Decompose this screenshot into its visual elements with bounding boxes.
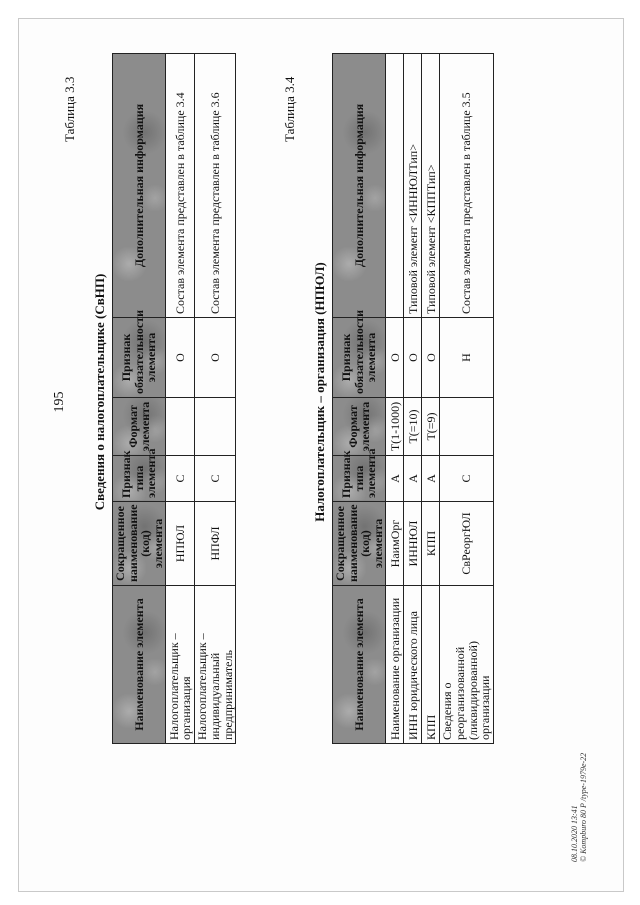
table-3-3-header-row bbox=[113, 54, 166, 744]
table-row bbox=[404, 54, 422, 744]
cell-element-name: ИНН юридического лица bbox=[404, 586, 422, 744]
cell-format: T(1-1000) bbox=[386, 398, 404, 456]
cell-format bbox=[195, 398, 236, 456]
table-row bbox=[422, 54, 440, 744]
table-row bbox=[440, 54, 493, 744]
table-3-4-header-row bbox=[333, 54, 386, 744]
table-3-4-title: Налогоплательщик – организация (НПЮЛ) bbox=[312, 262, 327, 522]
cell-type-flag: С bbox=[195, 456, 236, 502]
header-short-code: Сокращенное наименование (код) элемента bbox=[113, 502, 166, 586]
cell-short-code: СвРеоргЮЛ bbox=[440, 502, 493, 586]
table-row bbox=[166, 54, 195, 744]
cell-required-flag: Н bbox=[440, 318, 493, 398]
cell-element-name: Наименование организации bbox=[386, 586, 404, 744]
cell-extra-info: Типовой элемент <КППТип> bbox=[422, 54, 440, 318]
cell-type-flag: А bbox=[422, 456, 440, 502]
table-3-4 bbox=[332, 53, 494, 744]
cell-format bbox=[166, 398, 195, 456]
cell-required-flag: О bbox=[422, 318, 440, 398]
print-stamp bbox=[570, 753, 588, 862]
header-extra-info: Дополнительная информация bbox=[333, 54, 386, 318]
cell-element-name: КПП bbox=[422, 586, 440, 744]
cell-short-code: НПФЛ bbox=[195, 502, 236, 586]
cell-extra-info: Состав элемента представлен в таблице 3.5 bbox=[440, 54, 493, 318]
cell-element-name: Сведения о реорганизованной (ликвидированной) организации bbox=[440, 586, 493, 744]
header-format: Формат элемента bbox=[113, 398, 166, 456]
cell-extra-info: Состав элемента представлен в таблице 3.4 bbox=[166, 54, 195, 318]
header-element-name: Наименование элемента bbox=[333, 586, 386, 744]
table-row bbox=[386, 54, 404, 744]
cell-extra-info: Типовой элемент <ИННЮЛТип> bbox=[404, 54, 422, 318]
cell-required-flag: О bbox=[166, 318, 195, 398]
page-number: 195 bbox=[52, 391, 67, 413]
cell-extra-info: Состав элемента представлен в таблице 3.6 bbox=[195, 54, 236, 318]
header-type-flag: Признак типа элемента bbox=[113, 456, 166, 502]
header-short-code: Сокращенное наименование (код) элемента bbox=[333, 502, 386, 586]
table-row bbox=[195, 54, 236, 744]
print-stamp-source: © Kompburo 80 P /type-1979e-22 bbox=[579, 752, 589, 862]
cell-short-code: КПП bbox=[422, 502, 440, 586]
header-required-flag: Признак обязательности элемента bbox=[333, 318, 386, 398]
cell-format: T(=9) bbox=[422, 398, 440, 456]
header-extra-info: Дополнительная информация bbox=[113, 54, 166, 318]
cell-required-flag: О bbox=[386, 318, 404, 398]
rotated-page bbox=[40, 42, 600, 862]
cell-type-flag: А bbox=[404, 456, 422, 502]
cell-short-code: ИННЮЛ bbox=[404, 502, 422, 586]
cell-format: T(=10) bbox=[404, 398, 422, 456]
print-stamp-date: 08.10.2020 13:41 bbox=[570, 805, 579, 862]
table-3-3-caption: Таблица 3.3 bbox=[62, 76, 77, 142]
cell-type-flag: С bbox=[166, 456, 195, 502]
header-required-flag: Признак обязательности элемента bbox=[113, 318, 166, 398]
header-format: Формат элемента bbox=[333, 398, 386, 456]
cell-short-code: НПЮЛ bbox=[166, 502, 195, 586]
cell-element-name: Налогоплательщик – индивидуальный предприниматель bbox=[195, 586, 236, 744]
cell-type-flag: А bbox=[386, 456, 404, 502]
table-3-4-caption: Таблица 3.4 bbox=[282, 76, 297, 142]
table-3-3 bbox=[112, 53, 236, 744]
cell-format bbox=[440, 398, 493, 456]
cell-short-code: НаимОрг bbox=[386, 502, 404, 586]
cell-required-flag: О bbox=[404, 318, 422, 398]
cell-extra-info bbox=[386, 54, 404, 318]
cell-type-flag: С bbox=[440, 456, 493, 502]
cell-required-flag: О bbox=[195, 318, 236, 398]
table-3-3-title: Сведения о налогоплательщике (СвНП) bbox=[92, 273, 107, 511]
cell-element-name: Налогоплательщик – организация bbox=[166, 586, 195, 744]
header-element-name: Наименование элемента bbox=[113, 586, 166, 744]
header-type-flag: Признак типа элемента bbox=[333, 456, 386, 502]
